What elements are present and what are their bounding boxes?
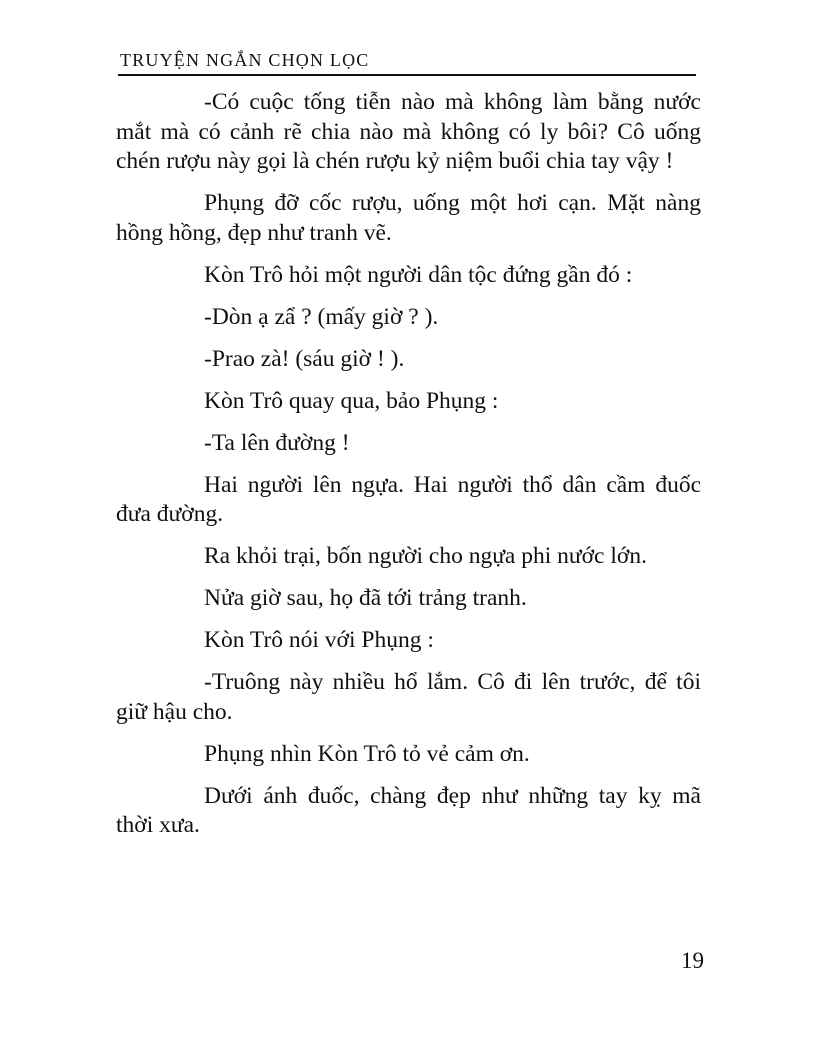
paragraph-14: Dưới ánh đuốc, chàng đẹp như những tay kỵ mã thời xưa. [116,782,701,838]
paragraph-10: Nửa giờ sau, họ đã tới trảng tranh. [204,585,527,611]
paragraph-13: Phụng nhìn Kòn Trô tỏ vẻ cảm ơn. [204,740,530,767]
paragraph-12: -Truông này nhiều hổ lắm. Cô đi lên trước, để tôi giữ hậu cho. [116,669,701,725]
paragraph-4: -Dòn ạ zẩ ? (mấy giờ ? ). [204,303,439,330]
book-title: TRUYỆN NGẮN CHỌN LỌC [120,50,370,70]
paragraph-3: Kòn Trô hỏi một người dân tộc đứng gần đó : [204,261,633,288]
paragraph-5: -Prao zà! (sáu giờ ! ). [204,345,405,372]
paragraph-11: Kòn Trô nói với Phụng : [204,627,434,653]
paragraph-2: Phụng đỡ cốc rượu, uống một hơi cạn. Mặt nàng hồng hồng, đẹp như tranh vẽ. [116,190,701,246]
running-header [118,48,696,76]
paragraph-1: -Có cuộc tống tiễn nào mà không làm bằng nước mắt mà có cảnh rẽ chia nào mà không có ly bôi? Cô uống chén rượu này gọi là chén rượu kỷ niệm buổi chia tay vậy ! [116,89,701,174]
paragraph-9: Ra khỏi trại, bốn người cho ngựa phi nước lớn. [204,543,647,569]
paragraph-6: Kòn Trô quay qua, bảo Phụng : [204,387,499,414]
story-text [116,88,701,853]
paragraph-7: -Ta lên đường ! [204,429,350,456]
page-number: 19 [681,948,704,973]
paragraph-8: Hai người lên ngựa. Hai người thổ dân cầm đuốc đưa đường. [116,471,701,527]
